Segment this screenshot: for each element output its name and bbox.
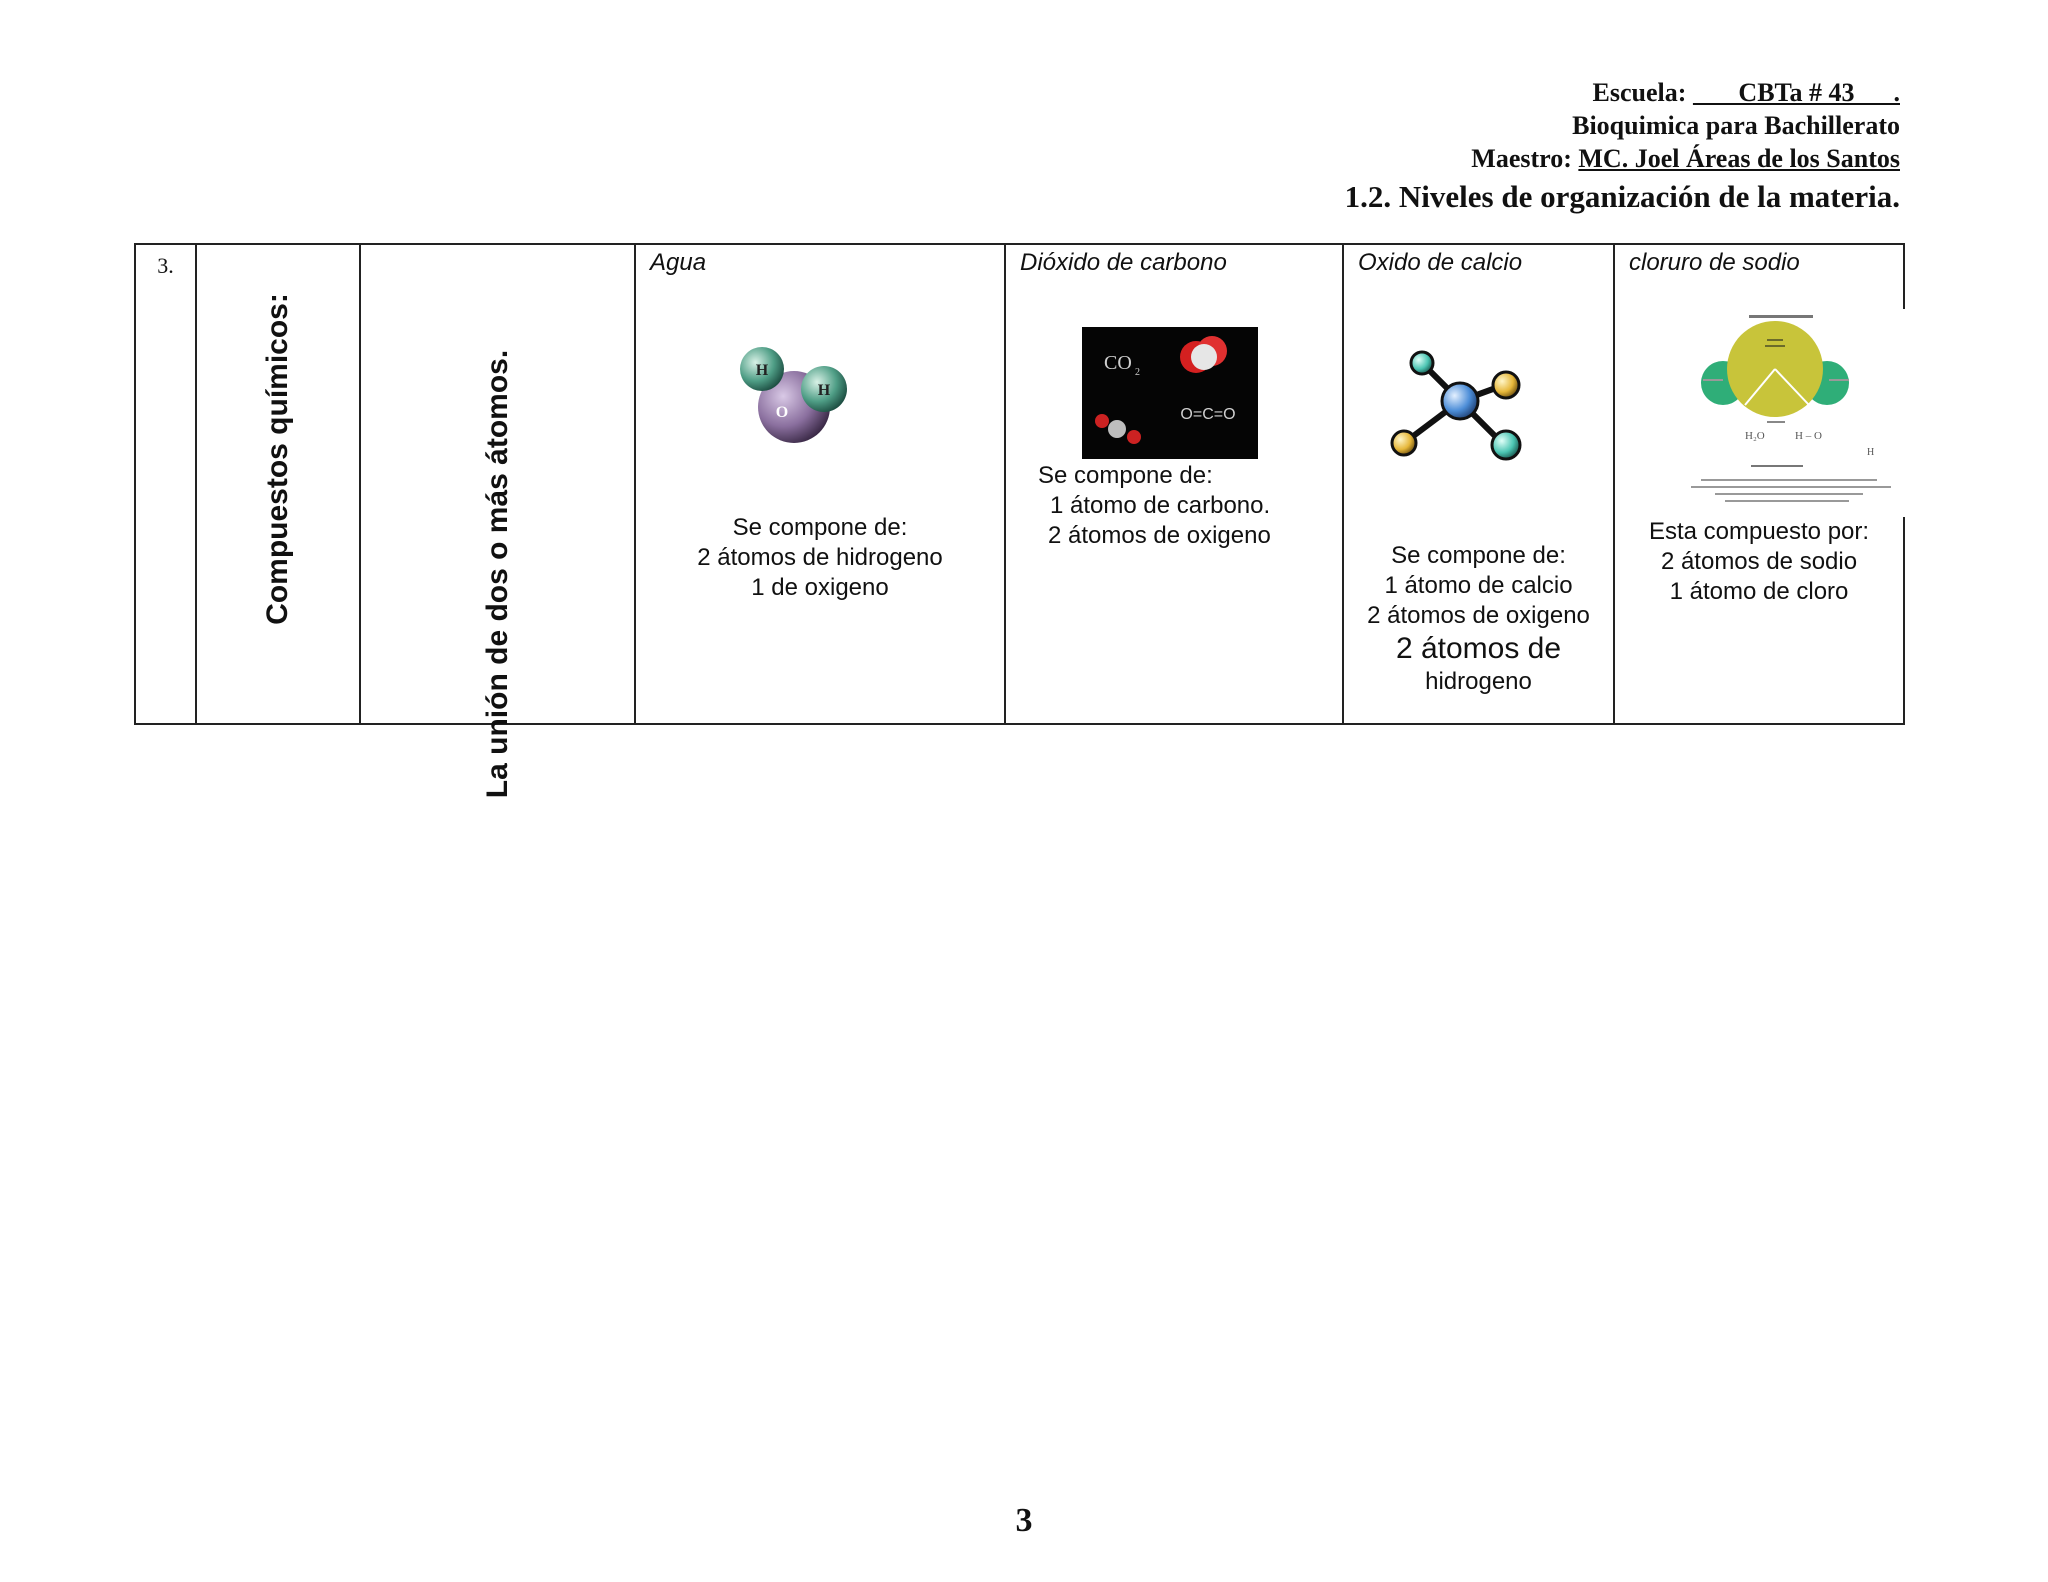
compound-cell-agua bbox=[635, 244, 1005, 724]
compound-name: Agua bbox=[650, 249, 707, 276]
school-value: CBTa # 43 . bbox=[1692, 78, 1900, 107]
svg-text:H: H bbox=[817, 382, 831, 399]
svg-text:H₂O: H₂O bbox=[1745, 430, 1765, 442]
page-number: 3 bbox=[1015, 1502, 1033, 1539]
row-number-cell bbox=[135, 244, 196, 724]
teacher-name: MC. Joel Áreas de los Santos bbox=[1578, 144, 1900, 173]
compound-name: Oxido de calcio bbox=[1358, 249, 1523, 276]
compound-cell-oxido-calcio bbox=[1343, 244, 1614, 724]
svg-text:H: H bbox=[1867, 447, 1875, 458]
compound-description: Se compone de: 1 átomo de calcio 2 átomos de oxigeno 2 átomos de hidrogeno bbox=[1367, 542, 1590, 695]
co2-molecule-icon bbox=[1082, 327, 1258, 459]
course-title: Bioquimica para Bachillerato bbox=[1572, 111, 1900, 140]
compounds-table bbox=[134, 243, 1905, 799]
concept-cell bbox=[196, 244, 360, 724]
compound-description: Esta compuesto por: 2 átomos de sodio 1 átomo de cloro bbox=[1648, 518, 1870, 605]
school-label: Escuela: bbox=[1592, 78, 1687, 107]
svg-text:H – O: H – O bbox=[1795, 430, 1822, 442]
school-line bbox=[1345, 76, 1900, 109]
document-header bbox=[1345, 76, 1900, 217]
svg-text:CO: CO bbox=[1104, 352, 1132, 374]
compound-description: Se compone de: 2 átomos de hidrogeno 1 de oxigeno bbox=[697, 514, 943, 601]
row-number: 3. bbox=[157, 253, 174, 278]
concept-label: Compuestos químicos: bbox=[261, 293, 294, 625]
definition-cell bbox=[360, 244, 635, 799]
compound-description: Se compone de: 1 átomo de carbono. 2 átomos de oxigeno bbox=[1038, 462, 1271, 549]
definition-text: La unión de dos o más átomos. bbox=[480, 349, 514, 799]
table-row bbox=[135, 244, 1904, 724]
svg-text:2: 2 bbox=[1135, 367, 1140, 378]
compound-cell-dioxido bbox=[1005, 244, 1343, 724]
svg-text:O: O bbox=[775, 404, 789, 421]
section-title: 1.2. Niveles de organización de la materia. bbox=[1344, 179, 1900, 214]
teacher-label: Maestro: bbox=[1471, 144, 1572, 173]
compound-name: Dióxido de carbono bbox=[1020, 249, 1227, 276]
sodium-chloride-diagram-icon bbox=[1639, 309, 1935, 517]
svg-text:H: H bbox=[755, 362, 769, 379]
water-molecule-icon bbox=[732, 339, 872, 449]
compound-name: cloruro de sodio bbox=[1629, 249, 1800, 276]
teacher-line bbox=[1345, 142, 1900, 175]
calcium-oxide-molecule-icon bbox=[1384, 343, 1544, 473]
svg-text:O=C=O: O=C=O bbox=[1180, 406, 1236, 423]
compound-cell-cloruro-sodio bbox=[1614, 244, 1904, 724]
